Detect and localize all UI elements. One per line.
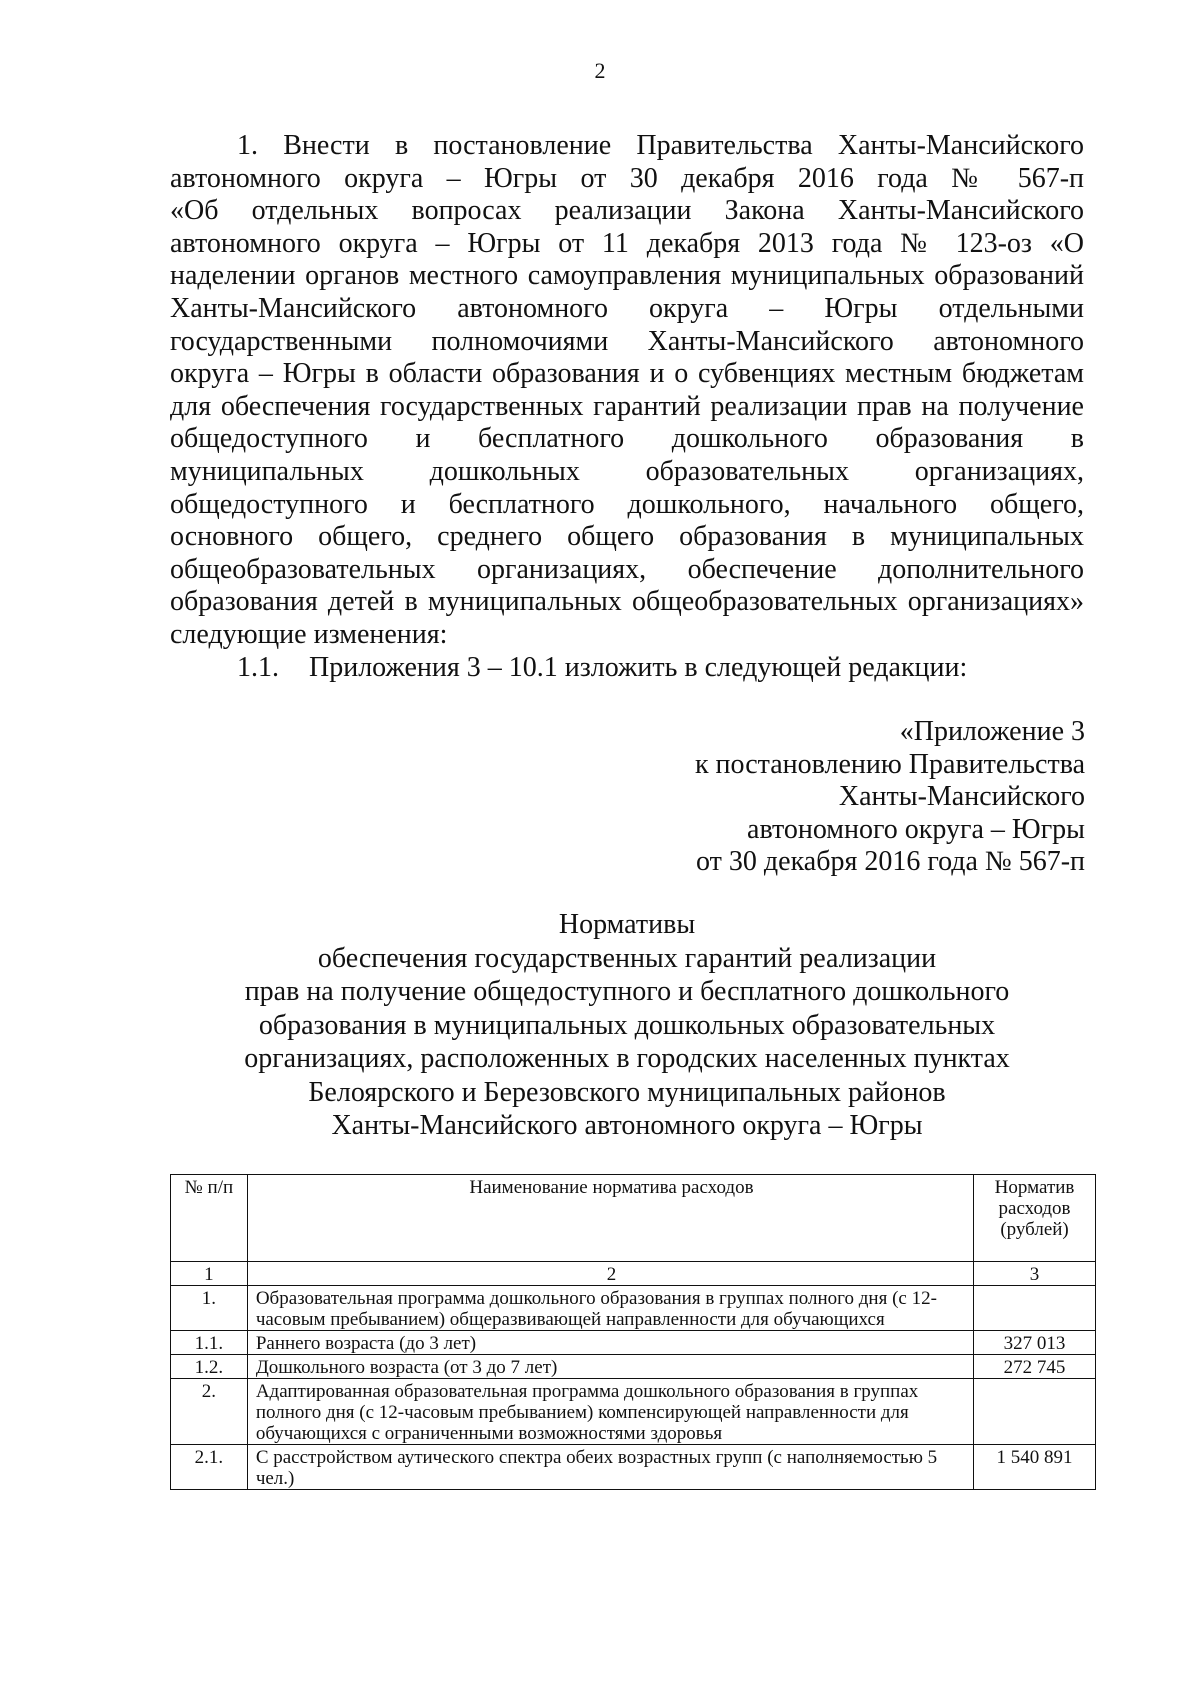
table-row (171, 1331, 1096, 1355)
paragraph-line: наделении органов местного самоуправления муниципальных образований (170, 260, 1084, 292)
paragraph-line: 1. Внести в постановление Правительства Ханты-Мансийского (237, 130, 1084, 161)
subitem-1-1 (170, 652, 1084, 685)
row-name: С расстройством аутического спектра обеих возрастных групп (с наполняемостью 5 чел.) (247, 1445, 973, 1490)
table-index-row (171, 1262, 1096, 1286)
row-name: Образовательная программа дошкольного образования в группах полного дня (с 12-часовым пребыванием) общеразвивающей направленности для обучающихся (247, 1286, 973, 1331)
row-value: 327 013 (974, 1331, 1096, 1355)
header-number: № п/п (171, 1175, 248, 1262)
row-name: Раннего возраста (до 3 лет) (247, 1331, 973, 1355)
paragraph-line: округа – Югры в области образования и о субвенциях местным бюджетам (170, 358, 1084, 390)
paragraph-line: общедоступного и бесплатного дошкольного образования в (170, 423, 1084, 455)
title-line: организациях, расположенных в городских населенных пунктах (244, 1043, 1010, 1074)
row-value: 1 540 891 (974, 1445, 1096, 1490)
table-header-row (171, 1175, 1096, 1262)
paragraph-line: муниципальных дошкольных образовательных организациях, (170, 455, 1084, 487)
index-cell: 2 (247, 1262, 973, 1286)
row-name: Дошкольного возраста (от 3 до 7 лет) (247, 1355, 973, 1379)
document-title (170, 908, 1084, 1143)
title-line: Белоярского и Березовского муниципальных районов (308, 1076, 946, 1108)
appendix-line: от 30 декабря 2016 года № 567-п (696, 846, 1085, 878)
norms-table (170, 1174, 1096, 1490)
row-number: 1. (171, 1286, 248, 1331)
paragraph-line: образования детей в муниципальных общеобразовательных организациях» (170, 586, 1084, 618)
row-number: 2. (171, 1379, 248, 1445)
row-value (974, 1286, 1096, 1331)
row-value (974, 1379, 1096, 1445)
table-row (171, 1355, 1096, 1379)
subitem-text: Приложения 3 – 10.1 изложить в следующей редакции: (309, 651, 968, 683)
title-line: обеспечения государственных гарантий реализации (317, 942, 937, 974)
title-line: Ханты-Мансийского автономного округа – Югры (331, 1110, 923, 1141)
paragraph-line: основного общего, среднего общего образования в муниципальных (170, 521, 1084, 553)
paragraph-line: для обеспечения государственных гарантий реализации прав на получение (170, 390, 1084, 422)
row-number: 1.2. (171, 1355, 248, 1379)
paragraph-line: автономного округа – Югры от 11 декабря 2013 года № 123-оз «О (170, 227, 1084, 259)
title-line: прав на получение общедоступного и бесплатного дошкольного (244, 976, 1010, 1007)
paragraph-1 (170, 130, 1084, 684)
table-row (171, 1379, 1096, 1445)
paragraph-line: государственными полномочиями Ханты-Мансийского автономного (170, 325, 1084, 357)
paragraph-line: общеобразовательных организациях, обеспечение дополнительного (170, 553, 1084, 585)
appendix-line: Ханты-Мансийского (838, 781, 1085, 813)
page-number: 2 (594, 58, 606, 83)
title-heading: Нормативы (558, 909, 696, 940)
appendix-line: автономного округа – Югры (747, 813, 1085, 845)
index-cell: 3 (974, 1262, 1096, 1286)
header-value: Норматив расходов (рублей) (974, 1175, 1096, 1262)
appendix-line: «Приложение 3 (899, 716, 1085, 747)
title-line: образования в муниципальных дошкольных образовательных (258, 1009, 996, 1041)
appendix-line: к постановлению Правительства (694, 748, 1085, 780)
row-number: 1.1. (171, 1331, 248, 1355)
paragraph-line: Ханты-Мансийского автономного округа – Югры отдельными (170, 292, 1084, 324)
row-value: 272 745 (974, 1355, 1096, 1379)
table-row (171, 1286, 1096, 1331)
paragraph-line: «Об отдельных вопросах реализации Закона Ханты-Мансийского (170, 195, 1084, 227)
paragraph-line: следующие изменения: (170, 618, 448, 650)
row-number: 2.1. (171, 1445, 248, 1490)
subitem-number: 1.1. (237, 651, 279, 683)
header-name: Наименование норматива расходов (247, 1175, 973, 1262)
index-cell: 1 (171, 1262, 248, 1286)
paragraph-line: автономного округа – Югры от 30 декабря 2016 года № 567-п (170, 162, 1084, 194)
row-name: Адаптированная образовательная программа дошкольного образования в группах полного дня (с 12-часовым пребыванием) компенсирующей направленности для обучающихся с ограниченными возможностями здоровья (247, 1379, 973, 1445)
paragraph-line: общедоступного и бесплатного дошкольного, начального общего, (170, 488, 1084, 520)
table-row (171, 1445, 1096, 1490)
appendix-reference (695, 716, 1085, 879)
